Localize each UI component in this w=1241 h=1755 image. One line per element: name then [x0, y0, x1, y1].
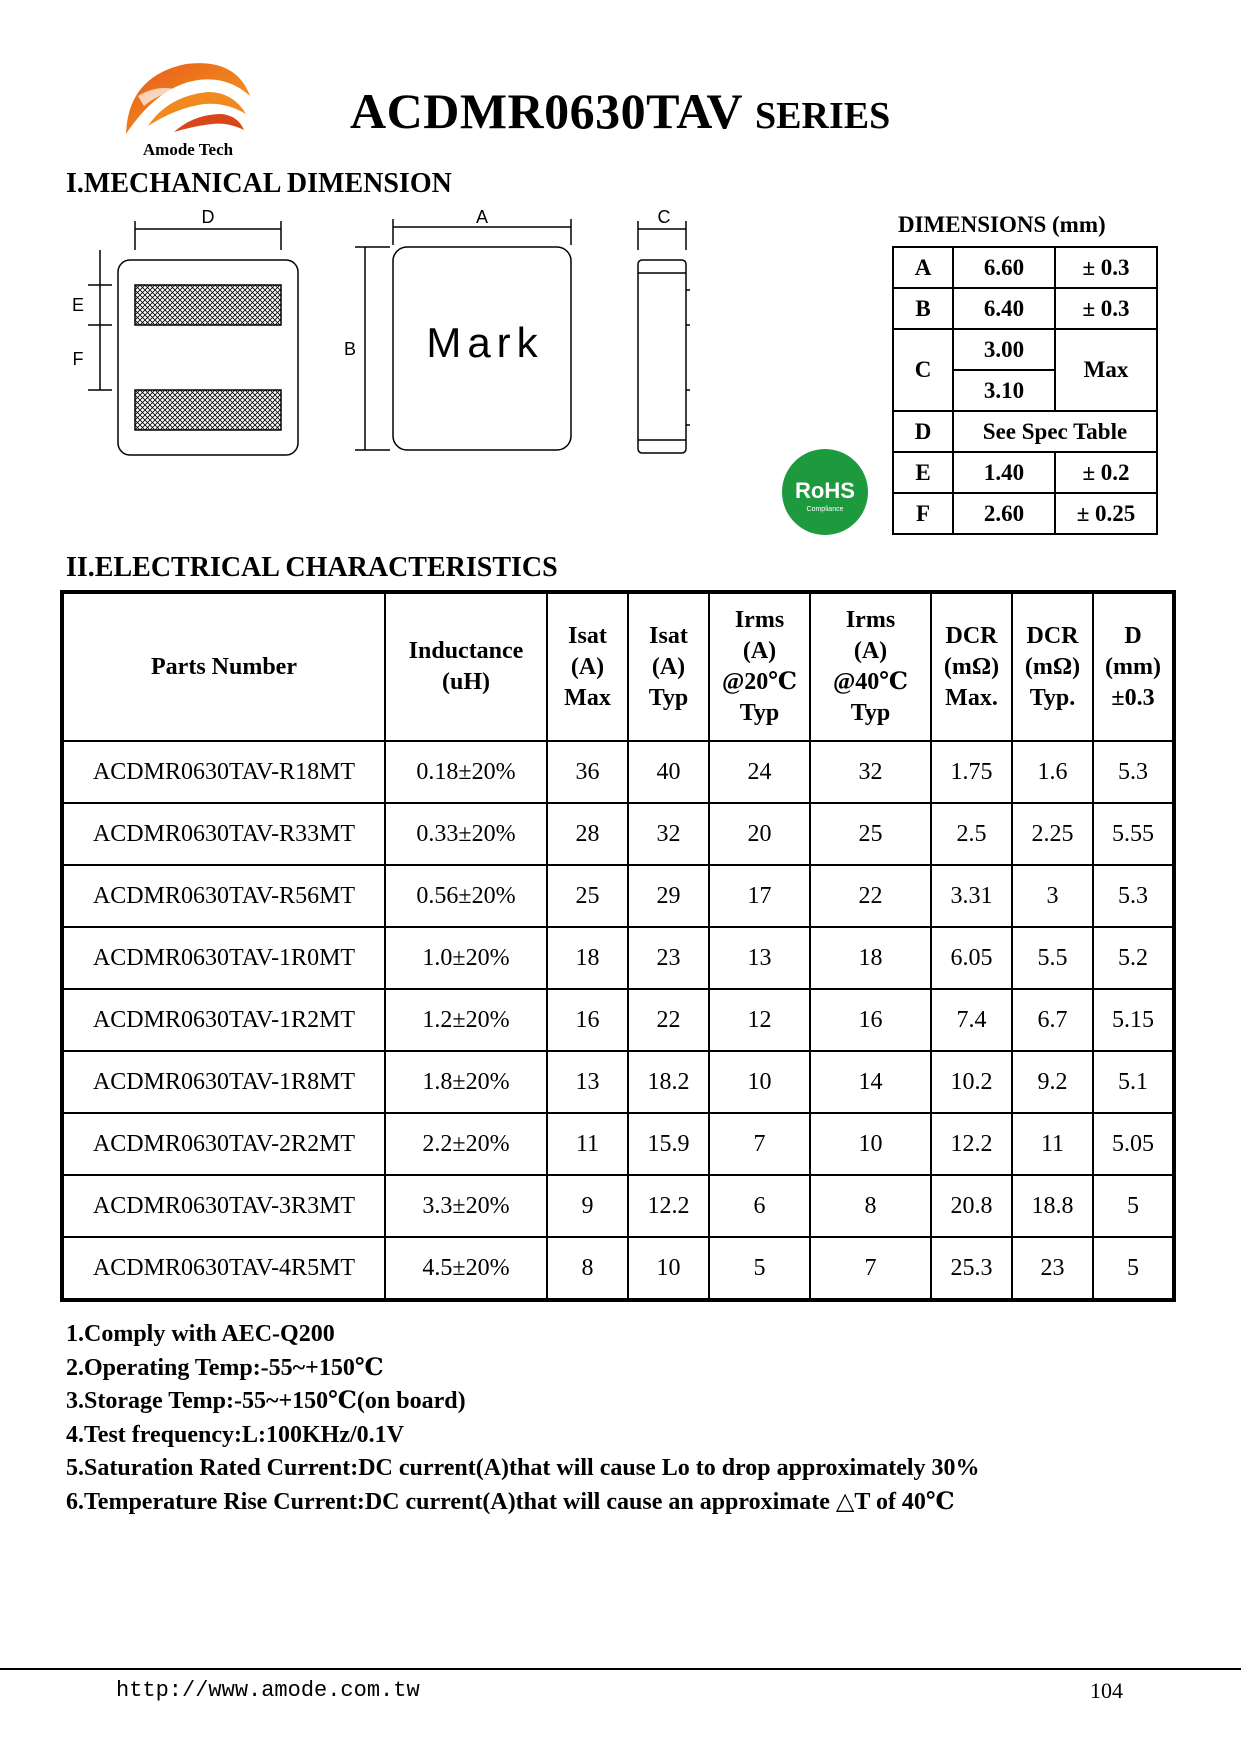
- table-cell: 2.5: [931, 803, 1012, 865]
- table-cell: 18.2: [628, 1051, 709, 1113]
- table-cell: 32: [628, 803, 709, 865]
- table-cell: 12: [709, 989, 810, 1051]
- column-header-line: @40℃: [832, 669, 909, 695]
- table-cell: 18: [547, 927, 628, 989]
- footer-url: http://www.amode.com.tw: [116, 1678, 420, 1703]
- page-title: [350, 82, 890, 140]
- table-cell: 10: [810, 1113, 931, 1175]
- table-cell: 13: [547, 1051, 628, 1113]
- column-header-line: Parts Number: [151, 653, 297, 680]
- table-cell: 1.0±20%: [385, 927, 547, 989]
- table-row: [62, 741, 1174, 803]
- table-row: [62, 1113, 1174, 1175]
- bottom-view-drawing: [88, 221, 298, 455]
- column-header-line: Typ: [648, 684, 689, 711]
- table-cell: 5: [709, 1237, 810, 1300]
- table-cell: 2.25: [1012, 803, 1093, 865]
- series-name: ACDMR0630TAV: [350, 83, 744, 139]
- table-cell: 7: [709, 1113, 810, 1175]
- table-cell: 36: [547, 741, 628, 803]
- dim-row-a: A 6.60 ± 0.3: [893, 247, 1157, 288]
- table-cell: 3.3±20%: [385, 1175, 547, 1237]
- table-cell: 12.2: [931, 1113, 1012, 1175]
- note-item: 5.Saturation Rated Current:DC current(A)that will cause Lo to drop approximately 30%: [66, 1455, 980, 1481]
- table-cell: 9: [547, 1175, 628, 1237]
- table-row: [62, 989, 1174, 1051]
- table-cell: 5.55: [1093, 803, 1174, 865]
- column-header: [385, 592, 547, 741]
- footer-divider: [0, 1668, 1241, 1670]
- table-cell: ACDMR0630TAV-3R3MT: [62, 1175, 385, 1237]
- mechanical-drawings: [50, 205, 840, 475]
- dim-row-f: F 2.60 ± 0.25: [893, 493, 1157, 534]
- table-cell: 15.9: [628, 1113, 709, 1175]
- table-cell: 24: [709, 741, 810, 803]
- table-cell: 1.75: [931, 741, 1012, 803]
- column-header: [547, 592, 628, 741]
- table-cell: 5.2: [1093, 927, 1174, 989]
- column-header-line: Typ: [850, 700, 891, 726]
- table-cell: 0.33±20%: [385, 803, 547, 865]
- table-row: [62, 1051, 1174, 1113]
- column-header-line: @20℃: [721, 669, 798, 695]
- table-cell: 22: [810, 865, 931, 927]
- table-cell: 25: [810, 803, 931, 865]
- table-cell: ACDMR0630TAV-1R2MT: [62, 989, 385, 1051]
- dim-row-d: D See Spec Table: [893, 411, 1157, 452]
- table-cell: 10.2: [931, 1051, 1012, 1113]
- table-cell: 6: [709, 1175, 810, 1237]
- table-cell: 0.18±20%: [385, 741, 547, 803]
- table-cell: 12.2: [628, 1175, 709, 1237]
- table-cell: ACDMR0630TAV-1R0MT: [62, 927, 385, 989]
- table-cell: 11: [547, 1113, 628, 1175]
- note-item: 6.Temperature Rise Current:DC current(A)that will cause an approximate △T of 40℃: [66, 1488, 955, 1515]
- table-cell: 1.2±20%: [385, 989, 547, 1051]
- table-cell: 5: [1093, 1175, 1174, 1237]
- column-header-line: Max: [564, 684, 611, 711]
- table-cell: 22: [628, 989, 709, 1051]
- table-cell: 28: [547, 803, 628, 865]
- table-cell: 1.6: [1012, 741, 1093, 803]
- column-header-line: (mΩ): [1024, 653, 1081, 680]
- dim-row-c: C 3.00 Max: [893, 329, 1157, 370]
- column-header-line: Max.: [945, 684, 998, 711]
- column-header-line: Typ.: [1029, 684, 1076, 711]
- table-cell: 8: [810, 1175, 931, 1237]
- table-row: [62, 1175, 1174, 1237]
- column-header-line: (mm): [1105, 653, 1161, 680]
- table-cell: 9.2: [1012, 1051, 1093, 1113]
- column-header: [1093, 592, 1174, 741]
- table-cell: 20: [709, 803, 810, 865]
- table-cell: 23: [1012, 1237, 1093, 1300]
- table-cell: 3: [1012, 865, 1093, 927]
- table-cell: 5.15: [1093, 989, 1174, 1051]
- table-cell: 1.8±20%: [385, 1051, 547, 1113]
- column-header: [628, 592, 709, 741]
- note-item: 4.Test frequency:L:100KHz/0.1V: [66, 1421, 404, 1448]
- label-d: D: [201, 207, 215, 227]
- column-header: [709, 592, 810, 741]
- table-cell: 25: [547, 865, 628, 927]
- series-suffix: SERIES: [755, 95, 891, 137]
- table-cell: 11: [1012, 1113, 1093, 1175]
- table-cell: 7: [810, 1237, 931, 1300]
- table-cell: 25.3: [931, 1237, 1012, 1300]
- rohs-badge: [781, 448, 869, 536]
- table-cell: ACDMR0630TAV-2R2MT: [62, 1113, 385, 1175]
- table-cell: 5.3: [1093, 865, 1174, 927]
- column-header: [810, 592, 931, 741]
- table-cell: 18.8: [1012, 1175, 1093, 1237]
- table-cell: 32: [810, 741, 931, 803]
- note-item: 3.Storage Temp:-55~+150℃(on board): [66, 1388, 466, 1414]
- table-cell: 29: [628, 865, 709, 927]
- column-header-line: Irms: [734, 607, 785, 633]
- table-cell: 5.5: [1012, 927, 1093, 989]
- notes-list: [66, 1318, 980, 1519]
- table-cell: 3.31: [931, 865, 1012, 927]
- table-cell: 5.1: [1093, 1051, 1174, 1113]
- table-cell: 8: [547, 1237, 628, 1300]
- table-cell: 10: [628, 1237, 709, 1300]
- rohs-icon: [781, 448, 869, 536]
- dim-row-c2: 3.10: [893, 370, 1157, 411]
- table-row: [62, 927, 1174, 989]
- logo-text: Amode Tech: [142, 140, 234, 159]
- table-cell: 20.8: [931, 1175, 1012, 1237]
- column-header: [1012, 592, 1093, 741]
- column-header-line: (A): [570, 653, 605, 680]
- page-number: 104: [1090, 1678, 1123, 1703]
- svg-text:Compliance: Compliance: [806, 506, 844, 513]
- column-header: [62, 592, 385, 741]
- table-cell: 10: [709, 1051, 810, 1113]
- section-heading-mechanical: I.MECHANICAL DIMENSION: [66, 168, 452, 199]
- column-header-line: Inductance: [408, 638, 524, 664]
- table-cell: 4.5±20%: [385, 1237, 547, 1300]
- table-cell: 7.4: [931, 989, 1012, 1051]
- table-cell: 13: [709, 927, 810, 989]
- table-cell: 16: [810, 989, 931, 1051]
- column-header-line: (mΩ): [943, 653, 1000, 680]
- table-row: [62, 865, 1174, 927]
- column-header-line: (A): [742, 638, 777, 664]
- label-e: E: [71, 295, 85, 315]
- table-cell: 40: [628, 741, 709, 803]
- dim-row-e: E 1.40 ± 0.2: [893, 452, 1157, 493]
- column-header-line: D: [1124, 622, 1142, 649]
- column-header-line: Typ: [739, 700, 780, 726]
- column-header-line: (uH): [442, 669, 490, 695]
- table-cell: 5: [1093, 1237, 1174, 1300]
- table-cell: 17: [709, 865, 810, 927]
- table-cell: ACDMR0630TAV-R56MT: [62, 865, 385, 927]
- section-heading-electrical: II.ELECTRICAL CHARACTERISTICS: [66, 552, 558, 583]
- table-cell: 23: [628, 927, 709, 989]
- column-header-line: DCR: [945, 622, 998, 649]
- table-cell: 5.05: [1093, 1113, 1174, 1175]
- column-header-line: (A): [651, 653, 686, 680]
- note-item: 2.Operating Temp:-55~+150℃: [66, 1354, 384, 1381]
- label-a: A: [475, 207, 489, 227]
- table-header-row: [62, 592, 1174, 741]
- table-cell: 6.05: [931, 927, 1012, 989]
- svg-text:RoHS: RoHS: [795, 478, 855, 503]
- column-header: [931, 592, 1012, 741]
- table-cell: 0.56±20%: [385, 865, 547, 927]
- table-row: [62, 1237, 1174, 1300]
- label-c: C: [657, 207, 671, 227]
- dimensions-table: [892, 246, 1158, 535]
- column-header-line: (A): [853, 638, 888, 664]
- table-row: [62, 803, 1174, 865]
- table-cell: ACDMR0630TAV-1R8MT: [62, 1051, 385, 1113]
- table-cell: 6.7: [1012, 989, 1093, 1051]
- mark-text: Mark: [426, 319, 544, 366]
- column-header-line: Isat: [568, 622, 607, 649]
- label-f: F: [72, 349, 84, 369]
- side-view-drawing: [638, 221, 690, 453]
- table-cell: 18: [810, 927, 931, 989]
- table-cell: ACDMR0630TAV-4R5MT: [62, 1237, 385, 1300]
- column-header-line: ±0.3: [1111, 684, 1155, 711]
- note-item: 1.Comply with AEC-Q200: [66, 1321, 335, 1347]
- electrical-table: [60, 590, 1176, 1302]
- column-header-line: Irms: [845, 607, 896, 633]
- label-b: B: [343, 339, 357, 359]
- table-cell: 5.3: [1093, 741, 1174, 803]
- dimensions-caption: DIMENSIONS (mm): [898, 212, 1106, 237]
- dim-row-b: B 6.40 ± 0.3: [893, 288, 1157, 329]
- table-cell: ACDMR0630TAV-R33MT: [62, 803, 385, 865]
- logo-graphic: [118, 56, 258, 146]
- column-header-line: Isat: [649, 622, 688, 649]
- table-cell: 16: [547, 989, 628, 1051]
- table-cell: 2.2±20%: [385, 1113, 547, 1175]
- table-cell: ACDMR0630TAV-R18MT: [62, 741, 385, 803]
- column-header-line: DCR: [1026, 622, 1079, 649]
- table-cell: 14: [810, 1051, 931, 1113]
